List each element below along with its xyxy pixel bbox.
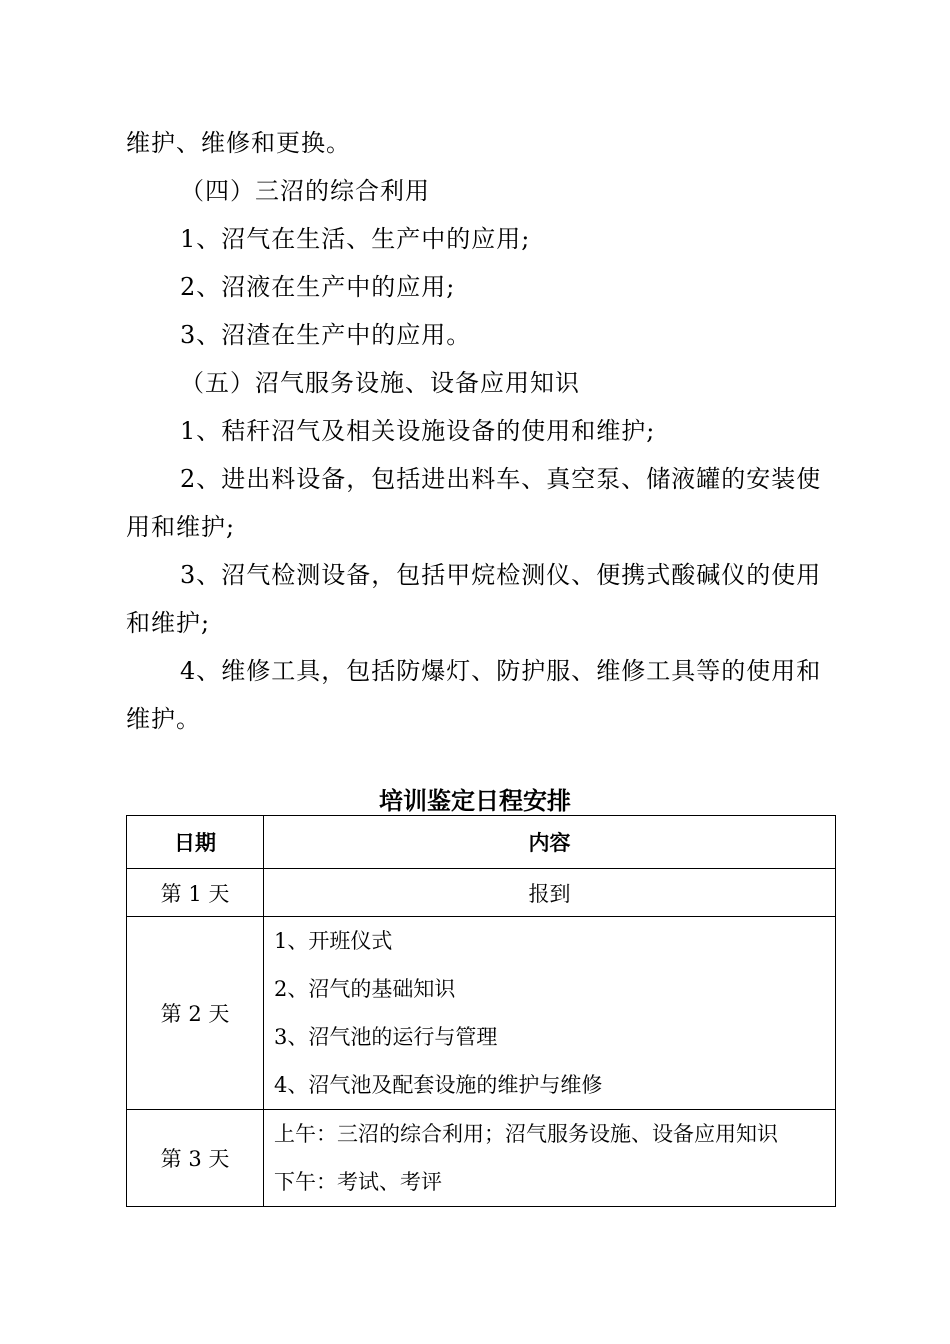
content-item: 3、沼气池的运行与管理 [274,1025,498,1049]
content-cell: 报到 [264,869,836,917]
day-cell: 第 3 天 [127,1110,264,1207]
content-item: 上午：三沼的综合利用；沼气服务设施、设备应用知识 [274,1122,778,1146]
content-item: 下午：考试、考评 [274,1170,442,1194]
section-heading-4: （四）三沼的综合利用 [180,177,430,205]
content-cell [264,917,836,1110]
table-row [127,1110,836,1207]
body-line: 维护。 [126,705,201,733]
body-line: 2、进出料设备，包括进出料车、真空泵、储液罐的安装使 [180,465,822,493]
table-row [127,869,836,917]
schedule-title: 培训鉴定日程安排 [379,787,571,815]
body-line: 维护、维修和更换。 [126,129,351,157]
body-line: 4、维修工具，包括防爆灯、防护服、维修工具等的使用和 [180,657,822,685]
content-item: 1、开班仪式 [274,929,393,953]
body-line: 1、沼气在生活、生产中的应用; [180,225,531,253]
header-date: 日期 [127,816,264,869]
body-line: 和维护; [126,609,211,637]
content-item: 2、沼气的基础知识 [274,977,456,1001]
content-cell [264,1110,836,1207]
day-cell: 第 1 天 [127,869,264,917]
body-line: 2、沼液在生产中的应用; [180,273,456,301]
content-item: 4、沼气池及配套设施的维护与维修 [274,1073,603,1097]
body-line: 3、沼渣在生产中的应用。 [180,321,472,349]
table-row [127,917,836,1110]
schedule-table [126,815,836,1207]
body-line: 3、沼气检测设备，包括甲烷检测仪、便携式酸碱仪的使用 [180,561,822,589]
header-content: 内容 [264,816,836,869]
body-line: 用和维护; [126,513,236,541]
day-cell: 第 2 天 [127,917,264,1110]
section-heading-5: （五）沼气服务设施、设备应用知识 [180,369,580,397]
body-line: 1、秸秆沼气及相关设施设备的使用和维护; [180,417,656,445]
table-header-row [127,816,836,869]
